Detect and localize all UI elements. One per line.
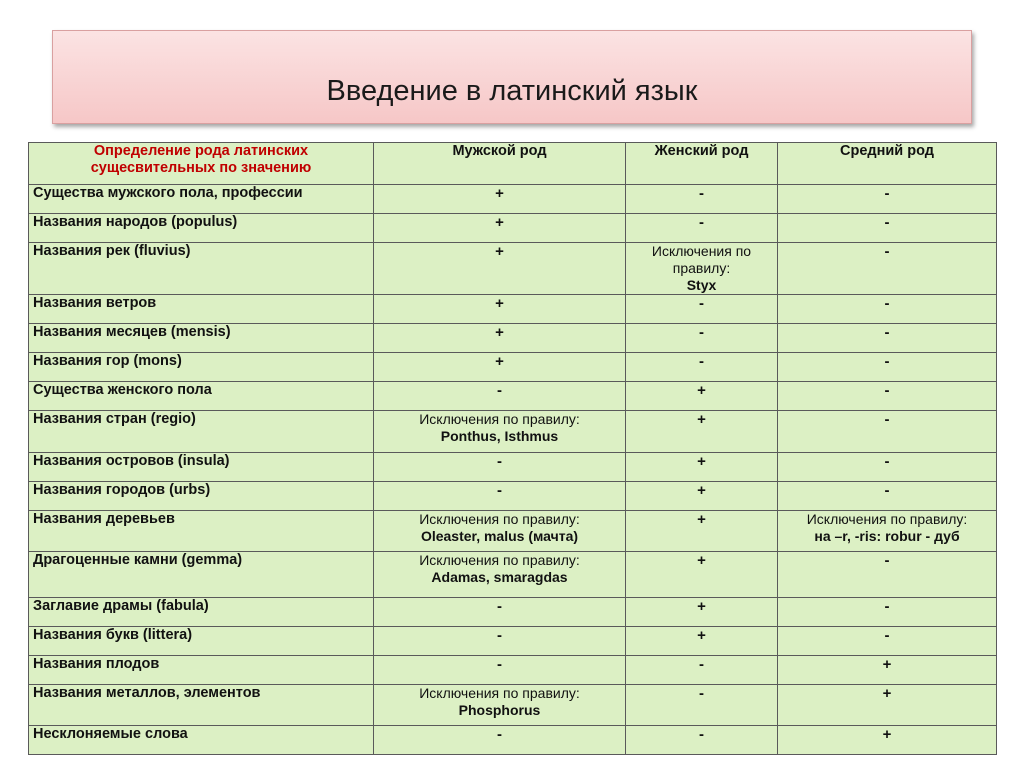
cell-neuter-mark: - xyxy=(778,353,997,382)
row-category: Названия городов (urbs) xyxy=(29,482,374,511)
row-category: Драгоценные камни (gemma) xyxy=(29,552,374,598)
table-row xyxy=(29,552,997,598)
table-row xyxy=(29,453,997,482)
exception-words: Ponthus, Isthmus xyxy=(440,428,559,444)
cell-neuter-mark: - xyxy=(778,243,997,295)
cell-masculine-mark: - xyxy=(374,656,626,685)
row-category: Названия рек (fluvius) xyxy=(29,243,374,295)
row-category: Названия букв (littera) xyxy=(29,627,374,656)
table-row xyxy=(29,411,997,453)
cell-masculine-exception xyxy=(374,685,626,726)
row-category: Названия стран (regio) xyxy=(29,411,374,453)
row-category: Названия гор (mons) xyxy=(29,353,374,382)
cell-masculine-mark: + xyxy=(374,295,626,324)
cell-masculine-mark: + xyxy=(374,185,626,214)
table-row xyxy=(29,214,997,243)
cell-neuter-mark: - xyxy=(778,185,997,214)
cell-neuter-mark: - xyxy=(778,598,997,627)
cell-feminine-mark: + xyxy=(626,598,778,627)
exception-label: Исключения по правилу: xyxy=(419,411,580,427)
row-category: Названия месяцев (mensis) xyxy=(29,324,374,353)
cell-feminine-mark: - xyxy=(626,656,778,685)
row-category: Названия плодов xyxy=(29,656,374,685)
cell-feminine-mark: - xyxy=(626,214,778,243)
cell-masculine-mark: - xyxy=(374,627,626,656)
header-feminine: Женский род xyxy=(626,143,778,185)
row-category: Названия деревьев xyxy=(29,511,374,552)
cell-feminine-mark: - xyxy=(626,185,778,214)
cell-neuter-mark: + xyxy=(778,685,997,726)
exception-words: Oleaster, malus (мачта) xyxy=(420,528,579,544)
cell-masculine-mark: - xyxy=(374,453,626,482)
row-category: Существа мужского пола, профессии xyxy=(29,185,374,214)
table-row xyxy=(29,353,997,382)
slide-title: Введение в латинский язык xyxy=(326,75,698,107)
table-row xyxy=(29,598,997,627)
cell-feminine-mark: - xyxy=(626,685,778,726)
row-category: Названия металлов, элементов xyxy=(29,685,374,726)
cell-neuter-mark: - xyxy=(778,627,997,656)
exception-words: Styx xyxy=(686,277,717,293)
exception-label: Исключения по правилу: xyxy=(651,243,752,276)
cell-masculine-mark: + xyxy=(374,243,626,295)
table-row xyxy=(29,243,997,295)
table-row xyxy=(29,656,997,685)
row-category: Названия островов (insula) xyxy=(29,453,374,482)
exception-words: Phosphorus xyxy=(458,702,541,718)
cell-feminine-mark: - xyxy=(626,295,778,324)
cell-neuter-mark: - xyxy=(778,295,997,324)
table-row xyxy=(29,185,997,214)
slide-title-box xyxy=(52,30,972,124)
cell-feminine-mark: + xyxy=(626,552,778,598)
exception-label: Исключения по правилу: xyxy=(419,552,580,568)
cell-masculine-mark: + xyxy=(374,353,626,382)
cell-masculine-mark: - xyxy=(374,482,626,511)
table-row xyxy=(29,382,997,411)
cell-feminine-exception xyxy=(626,243,778,295)
exception-label: Исключения по правилу: xyxy=(419,511,580,527)
cell-feminine-mark: - xyxy=(626,726,778,755)
cell-neuter-mark: - xyxy=(778,552,997,598)
cell-neuter-mark: - xyxy=(778,411,997,453)
exception-words: Adamas, smaragdas xyxy=(431,569,568,585)
cell-neuter-mark: - xyxy=(778,214,997,243)
table-row xyxy=(29,324,997,353)
cell-neuter-mark: - xyxy=(778,482,997,511)
header-neuter: Средний род xyxy=(778,143,997,185)
cell-feminine-mark: - xyxy=(626,353,778,382)
cell-feminine-mark: - xyxy=(626,324,778,353)
cell-feminine-mark: + xyxy=(626,482,778,511)
cell-neuter-mark: + xyxy=(778,726,997,755)
cell-feminine-mark: + xyxy=(626,411,778,453)
table-row xyxy=(29,511,997,552)
cell-feminine-mark: + xyxy=(626,511,778,552)
row-category: Названия ветров xyxy=(29,295,374,324)
cell-masculine-mark: + xyxy=(374,324,626,353)
table-row xyxy=(29,685,997,726)
header-masculine: Мужской род xyxy=(374,143,626,185)
cell-neuter-mark: - xyxy=(778,453,997,482)
table-row xyxy=(29,627,997,656)
cell-masculine-mark: - xyxy=(374,382,626,411)
cell-neuter-mark: + xyxy=(778,656,997,685)
cell-masculine-mark: - xyxy=(374,726,626,755)
cell-masculine-exception xyxy=(374,411,626,453)
cell-neuter-mark: - xyxy=(778,382,997,411)
cell-masculine-mark: - xyxy=(374,598,626,627)
cell-feminine-mark: + xyxy=(626,627,778,656)
table-header-row xyxy=(29,143,997,185)
cell-feminine-mark: + xyxy=(626,453,778,482)
cell-neuter-mark: - xyxy=(778,324,997,353)
row-category: Названия народов (populus) xyxy=(29,214,374,243)
row-category: Заглавие драмы (fabula) xyxy=(29,598,374,627)
exception-words: на –r, -ris: robur - дуб xyxy=(814,528,960,544)
cell-feminine-mark: + xyxy=(626,382,778,411)
table-row xyxy=(29,295,997,324)
gender-table xyxy=(28,142,997,755)
cell-masculine-exception xyxy=(374,552,626,598)
row-category: Существа женского пола xyxy=(29,382,374,411)
cell-masculine-mark: + xyxy=(374,214,626,243)
cell-masculine-exception xyxy=(374,511,626,552)
header-definition: Определение рода латинских сущесвительных по значению xyxy=(29,143,374,185)
row-category: Несклоняемые слова xyxy=(29,726,374,755)
exception-label: Исключения по правилу: xyxy=(806,511,968,527)
table-row xyxy=(29,482,997,511)
cell-neuter-exception xyxy=(778,511,997,552)
table-row xyxy=(29,726,997,755)
exception-label: Исключения по правилу: xyxy=(419,685,580,701)
